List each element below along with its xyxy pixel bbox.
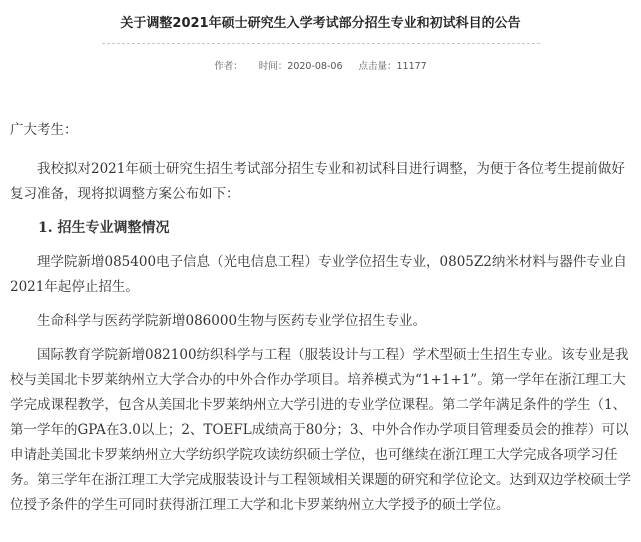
paragraph-life-science: 生命科学与医药学院新增086000生物与医药专业学位招生专业。 [37,313,427,329]
intro-paragraph: 我校拟对2021年硕士研究生招生考试部分招生专业和初试科目进行调整，为便于各位考生提前做好复习准备，现将拟调整方案公布如下： [10,161,625,202]
article-title: 关于调整2021年硕士研究生入学考试部分招生专业和初试科目的公告 [120,16,521,31]
meta-clicks: 点击量：11177 [358,61,427,72]
title-divider [102,43,540,44]
greeting: 广大考生： [10,122,78,138]
meta-author: 作者： [214,61,243,72]
article-meta [0,58,641,72]
section-heading: 1. 招生专业调整情况 [38,220,170,236]
paragraph-international: 国际教育学院新增082100纺织科学与工程（服装设计与工程）学术型硕士生招生专业。该专业是我校与美国北卡罗莱纳州立大学合办的中外合作办学项目。培养模式为“1+1+1”。第一学年在浙江理工大学完成课程教学，包含从美国北卡罗莱纳州立大学引进的专业学位课程。第二学年满足条件的学生（1、第一学年的GPA在3.0以上；2、TOEFL成绩高于80分；3、中外合作办学项目管理委员会的推荐）可以申请赴美国北卡罗莱纳州立大学纺织学院攻读纺织硕士学位，也可继续在浙江理工大学完成各项学习任务。第三学年在浙江理工大学完成服装设计与工程领域相关课题的研究和学位论文。达到双边学校硕士学位授予条件的学生可同时获得浙江理工大学和北卡罗莱纳州立大学授予的硕士学位。 [10,347,631,513]
meta-time: 时间：2020-08-06 [258,61,343,72]
paragraph-science: 理学院新增085400电子信息（光电信息工程）专业学位招生专业，0805Z2纳米材料与器件专业自2021年起停止招生。 [10,254,627,295]
article-body [10,118,634,518]
